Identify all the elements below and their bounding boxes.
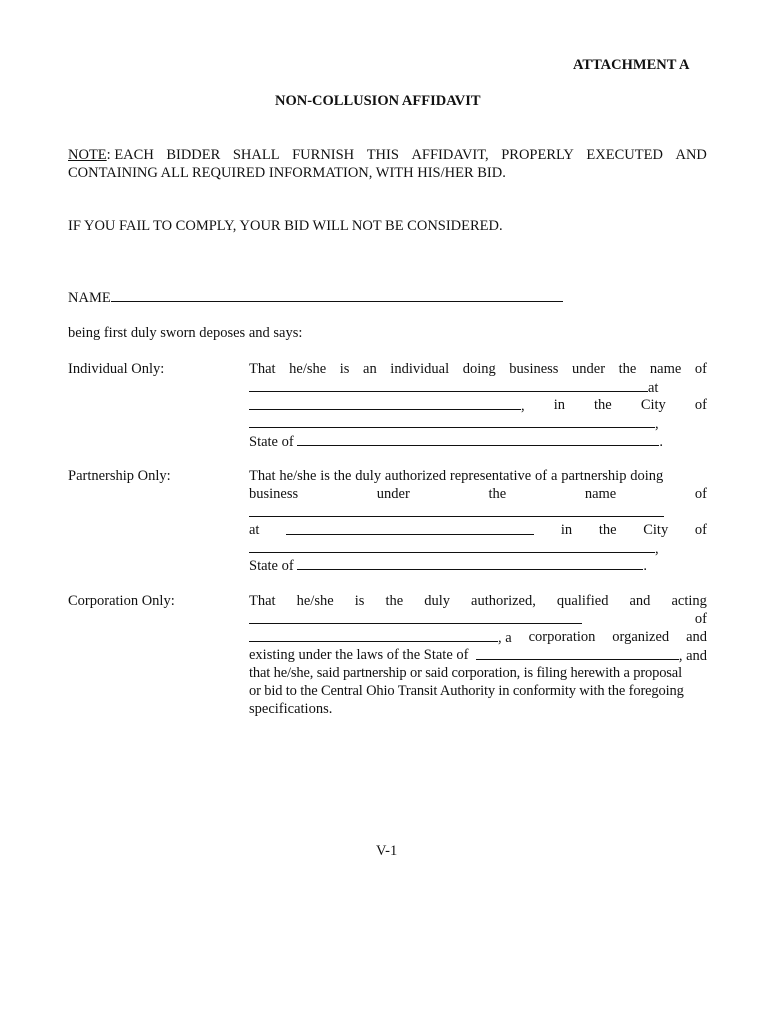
corporation-position-blank[interactable] <box>249 610 582 624</box>
individual-business-name-blank[interactable] <box>249 378 648 392</box>
corporation-state-blank[interactable] <box>476 646 679 660</box>
note-line-2: CONTAINING ALL REQUIRED INFORMATION, WITH HIS/HER BID. <box>68 165 506 181</box>
partnership-address-blank[interactable] <box>286 521 534 535</box>
note-word-1: NOTE: EACH <box>68 147 154 163</box>
corporation-line-2: of <box>249 610 707 628</box>
partnership-city-blank[interactable] <box>249 539 655 553</box>
page-number: V-1 <box>376 843 398 859</box>
note-word: BIDDER <box>166 147 221 163</box>
document-title: NON-COLLUSION AFFIDAVIT <box>275 93 481 109</box>
partnership-name-blank[interactable] <box>249 503 664 517</box>
note-word: EXECUTED <box>586 147 663 163</box>
individual-line-3: , in the City of <box>249 396 707 414</box>
individual-line-5: State of . <box>249 434 663 450</box>
note-word: PROPERLY <box>501 147 574 163</box>
partnership-line-3 <box>249 503 664 521</box>
note-word: THIS <box>366 147 399 163</box>
partnership-line-4: at in the City of <box>249 522 707 538</box>
corporation-line-7: specifications. <box>249 701 333 717</box>
intro-text: being first duly sworn deposes and says: <box>68 325 303 341</box>
individual-city-blank[interactable] <box>249 414 655 428</box>
note-word: FURNISH <box>292 147 355 163</box>
note-line-1 <box>68 146 707 164</box>
note-word: AND <box>675 147 707 163</box>
corporation-line-3: , a corporation organized and <box>249 628 707 646</box>
note-word: AFFIDAVIT, <box>411 147 489 163</box>
corporation-line-4: existing under the laws of the State of , and <box>249 647 707 664</box>
name-row <box>68 288 563 306</box>
individual-label: Individual Only: <box>68 361 165 377</box>
corporation-line-1: That he/she is the duly authorized, qualified and acting <box>249 593 707 609</box>
individual-line-1: That he/she is an individual doing business under the name of <box>249 361 707 377</box>
partnership-line-6: State of . <box>249 558 647 574</box>
partnership-line-2: business under the name of <box>249 486 707 502</box>
note-label: NOTE <box>68 147 107 163</box>
individual-line-4: , <box>249 414 659 432</box>
corporation-label: Corporation Only: <box>68 593 175 609</box>
corporation-name-blank[interactable] <box>249 628 498 642</box>
partnership-line-5: , <box>249 539 659 557</box>
partnership-state-blank[interactable] <box>297 556 643 570</box>
warning-text: IF YOU FAIL TO COMPLY, YOUR BID WILL NOT BE CONSIDERED. <box>68 218 503 234</box>
individual-address-blank[interactable] <box>249 396 521 410</box>
note-word: SHALL <box>232 147 280 163</box>
name-label: NAME <box>68 290 111 306</box>
individual-line-2: at <box>249 378 658 396</box>
name-blank[interactable] <box>111 288 563 302</box>
individual-state-blank[interactable] <box>297 432 659 446</box>
corporation-line-5: that he/she, said partnership or said corporation, is filing herewith a proposal <box>249 665 682 681</box>
partnership-label: Partnership Only: <box>68 468 171 484</box>
corporation-line-6: or bid to the Central Ohio Transit Authority in conformity with the foregoing <box>249 683 684 699</box>
partnership-line-1: That he/she is the duly authorized representative of a partnership doing <box>249 468 664 484</box>
attachment-label: ATTACHMENT A <box>573 57 690 73</box>
